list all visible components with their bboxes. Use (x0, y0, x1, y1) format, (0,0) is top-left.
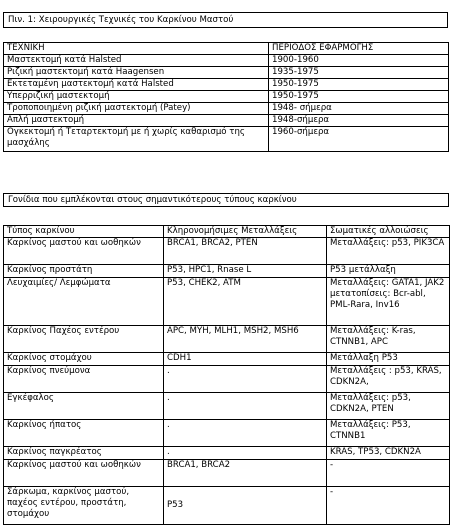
table-row (4, 103, 449, 115)
somatic-alterations-cell: Μεταλλάξεις : p53, KRAS, CDKN2A, (327, 366, 450, 393)
table-row (4, 447, 450, 460)
table-row (4, 487, 450, 525)
table-row (4, 326, 450, 353)
hereditary-mutations-cell: CDH1 (164, 353, 327, 366)
technique-cell: Υπερριζική μαστεκτομή (4, 91, 269, 103)
somatic-alterations-cell: Μετάλλαξη P53 (327, 353, 450, 366)
cancer-type-cell: Καρκίνος ήπατος (4, 420, 164, 447)
somatic-alterations-cell: Μεταλλάξεις: GATA1, JAK2 μετατοπίσεις: Bcr-abl, PML-Rara, Inv16 (327, 278, 450, 326)
somatic-alterations-cell: Μεταλλάξεις: P53, CTNNB1 (327, 420, 450, 447)
table-row (4, 278, 450, 326)
table-row (4, 238, 450, 265)
table-header-row (4, 43, 449, 55)
technique-cell: Ριζική μαστεκτομή κατά Haagensen (4, 67, 269, 79)
hereditary-mutations-cell: . (164, 447, 327, 460)
table-row (4, 420, 450, 447)
hereditary-mutations-cell: . (164, 420, 327, 447)
hereditary-mutations-cell: APC, MYH, MLH1, MSH2, MSH6 (164, 326, 327, 353)
table-row (4, 91, 449, 103)
surgical-techniques-table (3, 42, 449, 152)
table-header-row (4, 226, 450, 238)
table-row (4, 127, 449, 152)
somatic-alterations-cell: P53 μετάλλαξη (327, 265, 450, 278)
hereditary-mutations-cell: . (164, 393, 327, 420)
table-row (4, 67, 449, 79)
hereditary-mutations-cell: P53, HPC1, Rnase L (164, 265, 327, 278)
cancer-type-cell: Καρκίνος προστάτη (4, 265, 164, 278)
table2-caption: Γονίδια που εμπλέκονται στους σημαντικότερους τύπους καρκίνου (3, 193, 449, 207)
technique-cell: Ογκεκτομή ή Τεταρτεκτομή με ή χωρίς καθαρισμό της μασχάλης (4, 127, 269, 152)
table-row (4, 115, 449, 127)
period-cell: 1960-σήμερα (269, 127, 449, 152)
hereditary-mutations-cell: BRCA1, BRCA2 (164, 460, 327, 487)
period-cell: 1950-1975 (269, 91, 449, 103)
table-row (4, 393, 450, 420)
hereditary-mutations-cell: . (164, 366, 327, 393)
table-row (4, 265, 450, 278)
period-cell: 1935-1975 (269, 67, 449, 79)
period-cell: 1950-1975 (269, 79, 449, 91)
cancer-genes-table (3, 225, 450, 525)
hereditary-mutations-cell: P53 (164, 487, 327, 525)
period-cell: 1900-1960 (269, 55, 449, 67)
somatic-alterations-cell: Μεταλλάξεις: p53, CDKN2A, PTEN (327, 393, 450, 420)
somatic-alterations-cell: KRAS, TP53, CDKN2A (327, 447, 450, 460)
hereditary-mutations-cell: BRCA1, BRCA2, PTEN (164, 238, 327, 265)
technique-cell: Εκτεταμένη μαστεκτομή κατά Halsted (4, 79, 269, 91)
somatic-alterations-cell: Μεταλλάξεις: K-ras, CTNNB1, APC (327, 326, 450, 353)
cancer-type-cell: Εγκέφαλος (4, 393, 164, 420)
header-cell: Σωματικές αλλοιώσεις (327, 226, 450, 238)
table-row (4, 79, 449, 91)
somatic-alterations-cell: - (327, 460, 450, 487)
header-cell: Κληρονομήσιμες Μεταλλάξεις (164, 226, 327, 238)
technique-cell: Τροποποιημένη ριζική μαστεκτομή (Patey) (4, 103, 269, 115)
header-cell: Τύπος καρκίνου (4, 226, 164, 238)
period-cell: 1948-σήμερα (269, 115, 449, 127)
table-row (4, 366, 450, 393)
cancer-type-cell: Καρκίνος Παχέος εντέρου (4, 326, 164, 353)
table-row (4, 460, 450, 487)
somatic-alterations-cell: - (327, 487, 450, 525)
table-row (4, 55, 449, 67)
somatic-alterations-cell: Μεταλλάξεις: p53, PIK3CA (327, 238, 450, 265)
cancer-type-cell: Λευχαιμίες/ Λεμφώματα (4, 278, 164, 326)
table1-caption: Πιν. 1: Χειρουργικές Τεχνικές του Καρκίνου Μαστού (3, 12, 448, 28)
table-row (4, 353, 450, 366)
header-cell: ΤΕΧΝΙΚΗ (4, 43, 269, 55)
cancer-type-cell: Σάρκωμα, καρκίνος μαστού, παχέος εντέρου, προστάτη, στομάχου (4, 487, 164, 525)
period-cell: 1948- σήμερα (269, 103, 449, 115)
cancer-type-cell: Καρκίνος μαστού και ωοθηκών (4, 460, 164, 487)
cancer-type-cell: Καρκίνος παγκρέατος (4, 447, 164, 460)
cancer-type-cell: Καρκίνος πνεύμονα (4, 366, 164, 393)
cancer-type-cell: Καρκίνος στομάχου (4, 353, 164, 366)
technique-cell: Μαστεκτομή κατά Halsted (4, 55, 269, 67)
cancer-type-cell: Καρκίνος μαστού και ωοθηκών (4, 238, 164, 265)
hereditary-mutations-cell: P53, CHEK2, ATM (164, 278, 327, 326)
header-cell: ΠΕΡΙΟΔΟΣ ΕΦΑΡΜΟΓΗΣ (269, 43, 449, 55)
technique-cell: Απλή μαστεκτομή (4, 115, 269, 127)
